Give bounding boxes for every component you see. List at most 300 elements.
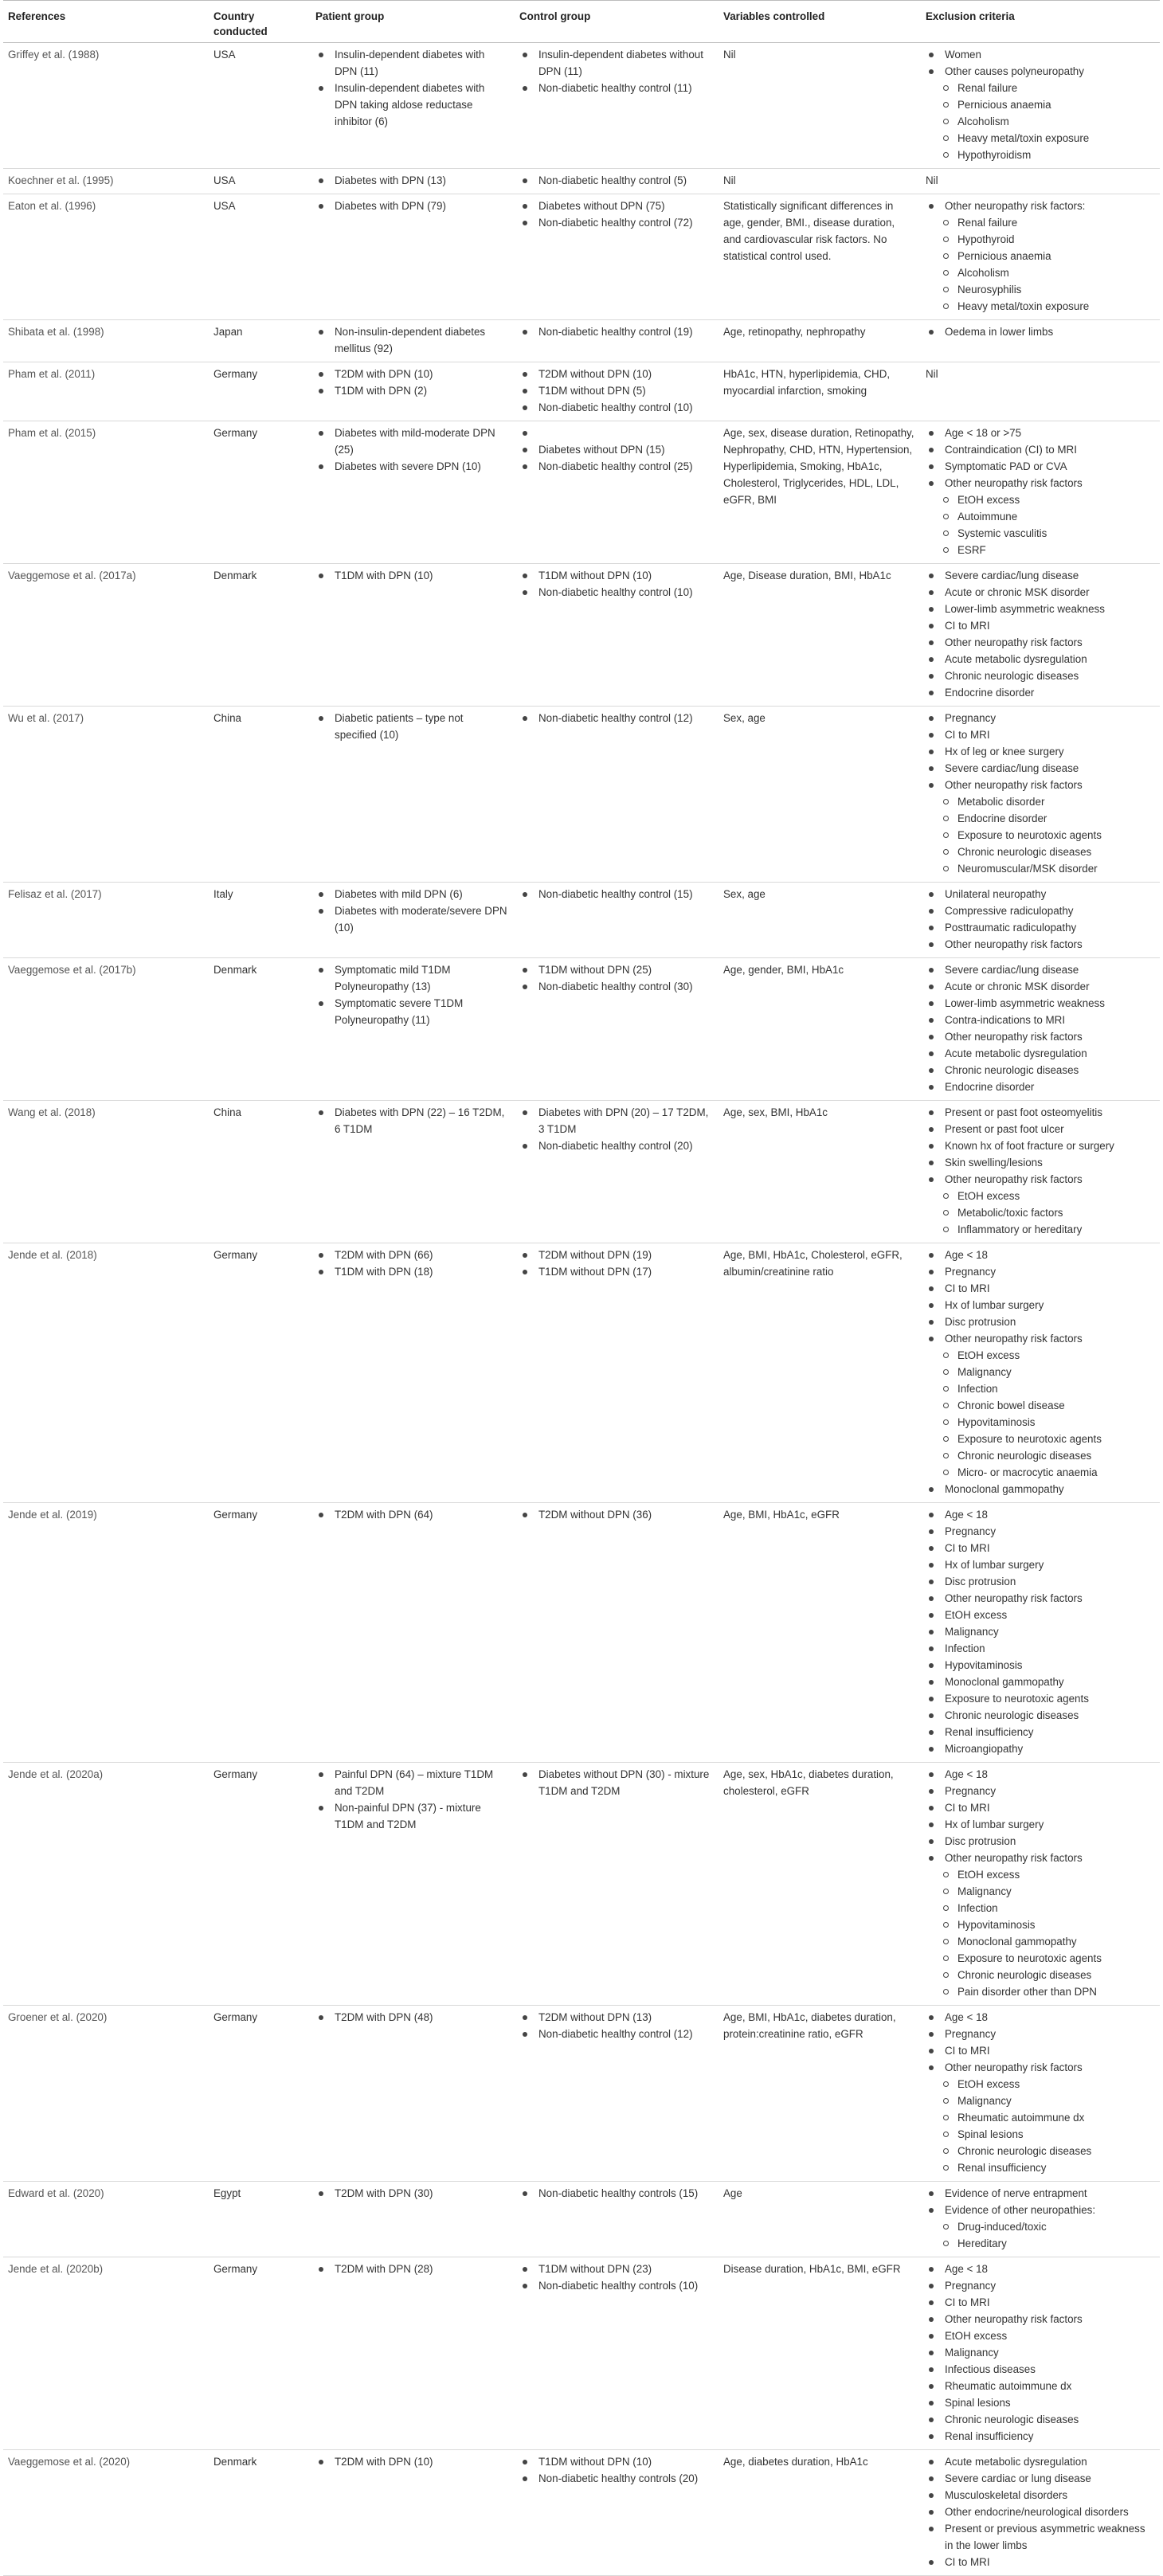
list-item: Severe cardiac/lung disease bbox=[926, 567, 1153, 584]
list-item: Acute or chronic MSK disorder bbox=[926, 584, 1153, 601]
exclusion-cell bbox=[921, 1101, 1160, 1243]
reference-cell: Vaeggemose et al. (2020) bbox=[3, 2450, 209, 2576]
bullet-list bbox=[315, 323, 508, 357]
list-item: EtOH excess bbox=[926, 491, 1153, 508]
reference-cell: Wang et al. (2018) bbox=[3, 1101, 209, 1243]
exclusion-cell: Nil bbox=[921, 169, 1160, 194]
list-item: Malignancy bbox=[926, 2344, 1153, 2361]
variables-cell: Age, BMI, HbA1c, diabetes duration, protein:creatinine ratio, eGFR bbox=[719, 2006, 921, 2182]
list-item: Diabetes without DPN (15) bbox=[519, 441, 712, 458]
reference-cell: Wu et al. (2017) bbox=[3, 707, 209, 883]
list-item: Diabetes without DPN (75) bbox=[519, 198, 712, 214]
list-item: Non-diabetic healthy control (30) bbox=[519, 978, 712, 995]
exclusion-cell bbox=[921, 2182, 1160, 2257]
list-item: Chronic neurologic diseases bbox=[926, 1447, 1153, 1464]
patient-group-cell bbox=[311, 362, 515, 421]
bullet-list bbox=[315, 172, 508, 189]
bullet-list bbox=[926, 2261, 1153, 2445]
list-item: Heavy metal/toxin exposure bbox=[926, 130, 1153, 147]
list-item: Microangiopathy bbox=[926, 1740, 1153, 1757]
list-item: Hypovitaminosis bbox=[926, 1414, 1153, 1431]
list-item: Insulin-dependent diabetes without DPN (11) bbox=[519, 46, 712, 80]
list-item: Present or previous asymmetric weakness in the lower limbs bbox=[926, 2520, 1153, 2554]
list-item: T2DM without DPN (19) bbox=[519, 1247, 712, 1263]
table-row bbox=[3, 2182, 1160, 2257]
exclusion-cell bbox=[921, 1763, 1160, 2006]
control-group-cell bbox=[515, 194, 719, 320]
exclusion-cell bbox=[921, 1243, 1160, 1503]
list-item: Symptomatic severe T1DM Polyneuropathy (11) bbox=[315, 995, 508, 1028]
list-item: Hx of leg or knee surgery bbox=[926, 743, 1153, 760]
patient-group-cell bbox=[311, 958, 515, 1101]
control-group-cell bbox=[515, 1763, 719, 2006]
reference-cell: Griffey et al. (1988) bbox=[3, 43, 209, 169]
control-group-cell bbox=[515, 43, 719, 169]
exclusion-cell bbox=[921, 2450, 1160, 2576]
list-item: CI to MRI bbox=[926, 617, 1153, 634]
list-item: Exposure to neurotoxic agents bbox=[926, 827, 1153, 844]
table-row bbox=[3, 1763, 1160, 2006]
list-item: Evidence of other neuropathies: bbox=[926, 2202, 1153, 2218]
list-item: Renal failure bbox=[926, 214, 1153, 231]
list-item: EtOH excess bbox=[926, 1607, 1153, 1623]
list-item: Non-diabetic healthy controls (10) bbox=[519, 2277, 712, 2294]
list-item: Renal insufficiency bbox=[926, 2428, 1153, 2445]
control-group-cell bbox=[515, 1101, 719, 1243]
sub-bullet-list bbox=[926, 793, 1153, 877]
list-item: Diabetes without DPN (30) - mixture T1DM and T2DM bbox=[519, 1766, 712, 1799]
patient-group-cell bbox=[311, 2257, 515, 2450]
variables-cell: Nil bbox=[719, 169, 921, 194]
list-item: T2DM with DPN (10) bbox=[315, 366, 508, 382]
bullet-list bbox=[519, 1104, 712, 1154]
list-item: Autoimmune bbox=[926, 508, 1153, 525]
list-item: Neuromuscular/MSK disorder bbox=[926, 860, 1153, 877]
list-item: Malignancy bbox=[926, 2093, 1153, 2109]
table-row bbox=[3, 1503, 1160, 1763]
bullet-list bbox=[315, 2185, 508, 2202]
bullet-list bbox=[519, 1506, 712, 1523]
bullet-list bbox=[926, 2185, 1153, 2252]
list-item: Spinal lesions bbox=[926, 2394, 1153, 2411]
list-item: Diabetes with DPN (20) – 17 T2DM, 3 T1DM bbox=[519, 1104, 712, 1137]
list-item: Diabetes with moderate/severe DPN (10) bbox=[315, 902, 508, 936]
list-item: Disc protrusion bbox=[926, 1573, 1153, 1590]
list-item: Age < 18 bbox=[926, 1247, 1153, 1263]
list-item: T1DM without DPN (25) bbox=[519, 961, 712, 978]
list-item: Age < 18 or >75 bbox=[926, 425, 1153, 441]
bullet-list bbox=[926, 198, 1153, 315]
country-cell: Germany bbox=[209, 2257, 311, 2450]
country-cell: Germany bbox=[209, 1763, 311, 2006]
list-item: Diabetes with DPN (13) bbox=[315, 172, 508, 189]
list-item: Diabetes with mild DPN (6) bbox=[315, 886, 508, 902]
list-item: EtOH excess bbox=[926, 2076, 1153, 2093]
bullet-list bbox=[315, 1104, 508, 1137]
patient-group-cell bbox=[311, 2450, 515, 2576]
list-item: Insulin-dependent diabetes with DPN (11) bbox=[315, 46, 508, 80]
list-item: Pernicious anaemia bbox=[926, 248, 1153, 264]
list-item: T1DM without DPN (17) bbox=[519, 1263, 712, 1280]
list-item: Unilateral neuropathy bbox=[926, 886, 1153, 902]
list-item: Women bbox=[926, 46, 1153, 63]
country-cell: Japan bbox=[209, 320, 311, 362]
control-group-cell bbox=[515, 958, 719, 1101]
list-item: Non-diabetic healthy control (72) bbox=[519, 214, 712, 231]
list-item: EtOH excess bbox=[926, 1347, 1153, 1364]
list-item: Acute metabolic dysregulation bbox=[926, 651, 1153, 667]
list-item: Malignancy bbox=[926, 1364, 1153, 1380]
list-item: CI to MRI bbox=[926, 726, 1153, 743]
exclusion-cell bbox=[921, 2257, 1160, 2450]
bullet-list bbox=[315, 2009, 508, 2026]
country-cell: Italy bbox=[209, 883, 311, 958]
reference-cell: Koechner et al. (1995) bbox=[3, 169, 209, 194]
country-cell: USA bbox=[209, 194, 311, 320]
bullet-list bbox=[926, 961, 1153, 1095]
list-item: Posttraumatic radiculopathy bbox=[926, 919, 1153, 936]
list-item: T2DM with DPN (10) bbox=[315, 2453, 508, 2470]
list-item: Other neuropathy risk factors bbox=[926, 2311, 1153, 2327]
patient-group-cell bbox=[311, 194, 515, 320]
reference-cell: Jende et al. (2020a) bbox=[3, 1763, 209, 2006]
sub-bullet-list bbox=[926, 1188, 1153, 1238]
header-references: References bbox=[3, 1, 209, 43]
sub-bullet-list bbox=[926, 2218, 1153, 2252]
reference-cell: Vaeggemose et al. (2017a) bbox=[3, 564, 209, 707]
variables-cell: Sex, age bbox=[719, 707, 921, 883]
bullet-list bbox=[315, 366, 508, 399]
list-item: ESRF bbox=[926, 542, 1153, 558]
header-variables: Variables controlled bbox=[719, 1, 921, 43]
variables-cell: Age, retinopathy, nephropathy bbox=[719, 320, 921, 362]
control-group-cell bbox=[515, 320, 719, 362]
list-item: Renal failure bbox=[926, 80, 1153, 96]
bullet-list bbox=[519, 1766, 712, 1799]
list-item: Diabetes with severe DPN (10) bbox=[315, 458, 508, 475]
list-item: Non-diabetic healthy control (20) bbox=[519, 1137, 712, 1154]
list-item: Infection bbox=[926, 1640, 1153, 1657]
list-item: Chronic neurologic diseases bbox=[926, 1707, 1153, 1724]
reference-cell: Vaeggemose et al. (2017b) bbox=[3, 958, 209, 1101]
list-item: Other neuropathy risk factors bbox=[926, 1028, 1153, 1045]
list-item: Musculoskeletal disorders bbox=[926, 2487, 1153, 2504]
list-item: T2DM with DPN (28) bbox=[315, 2261, 508, 2277]
variables-cell: HbA1c, HTN, hyperlipidemia, CHD, myocardial infarction, smoking bbox=[719, 362, 921, 421]
list-item: Chronic bowel disease bbox=[926, 1397, 1153, 1414]
patient-group-cell bbox=[311, 1243, 515, 1503]
list-item: Renal insufficiency bbox=[926, 1724, 1153, 1740]
header-country: Country conducted bbox=[209, 1, 311, 43]
list-item: Infectious diseases bbox=[926, 2361, 1153, 2378]
patient-group-cell bbox=[311, 421, 515, 564]
reference-cell: Pham et al. (2015) bbox=[3, 421, 209, 564]
patient-group-cell bbox=[311, 883, 515, 958]
bullet-list bbox=[519, 323, 712, 340]
patient-group-cell bbox=[311, 1503, 515, 1763]
variables-cell: Age, sex, disease duration, Retinopathy, Nephropathy, CHD, HTN, Hypertension, Hyperlipidemia, Smoking, HbA1c, Cholesterol, Triglycerides, HDL, LDL, eGFR, BMI bbox=[719, 421, 921, 564]
bullet-list bbox=[519, 961, 712, 995]
list-item: Compressive radiculopathy bbox=[926, 902, 1153, 919]
reference-cell: Jende et al. (2020b) bbox=[3, 2257, 209, 2450]
list-item: Non-diabetic healthy control (25) bbox=[519, 458, 712, 475]
list-item: Hypovitaminosis bbox=[926, 1657, 1153, 1674]
bullet-list bbox=[519, 46, 712, 96]
list-item: Chronic neurologic diseases bbox=[926, 2411, 1153, 2428]
bullet-list bbox=[315, 425, 508, 475]
list-item: Spinal lesions bbox=[926, 2126, 1153, 2143]
list-item: Non-diabetic healthy control (11) bbox=[519, 80, 712, 96]
list-item: Exposure to neurotoxic agents bbox=[926, 1431, 1153, 1447]
variables-cell: Age, BMI, HbA1c, eGFR bbox=[719, 1503, 921, 1763]
patient-group-cell bbox=[311, 169, 515, 194]
list-item: Acute or chronic MSK disorder bbox=[926, 978, 1153, 995]
list-item: Non-diabetic healthy control (15) bbox=[519, 886, 712, 902]
sub-bullet-list bbox=[926, 1866, 1153, 2000]
list-item: Hx of lumbar surgery bbox=[926, 1816, 1153, 1833]
list-item: Other neuropathy risk factors bbox=[926, 936, 1153, 953]
patient-group-cell bbox=[311, 564, 515, 707]
bullet-list bbox=[519, 2185, 712, 2202]
exclusion-cell bbox=[921, 564, 1160, 707]
list-item: Symptomatic PAD or CVA bbox=[926, 458, 1153, 475]
list-item: Skin swelling/lesions bbox=[926, 1154, 1153, 1171]
list-item: T2DM with DPN (64) bbox=[315, 1506, 508, 1523]
exclusion-cell bbox=[921, 883, 1160, 958]
list-item: Endocrine disorder bbox=[926, 684, 1153, 701]
exclusion-cell bbox=[921, 421, 1160, 564]
list-item: Evidence of nerve entrapment bbox=[926, 2185, 1153, 2202]
list-item: Endocrine disorder bbox=[926, 810, 1153, 827]
list-item: Age < 18 bbox=[926, 2261, 1153, 2277]
list-item: Neurosyphilis bbox=[926, 281, 1153, 298]
list-item: CI to MRI bbox=[926, 2294, 1153, 2311]
list-item: T1DM without DPN (5) bbox=[519, 382, 712, 399]
list-item: Renal insufficiency bbox=[926, 2159, 1153, 2176]
list-item: Present or past foot ulcer bbox=[926, 1121, 1153, 1137]
list-item: T1DM with DPN (10) bbox=[315, 567, 508, 584]
country-cell: Germany bbox=[209, 1243, 311, 1503]
list-item: Diabetes with DPN (79) bbox=[315, 198, 508, 214]
control-group-cell bbox=[515, 883, 719, 958]
list-item: Chronic neurologic diseases bbox=[926, 667, 1153, 684]
list-item: Diabetes with DPN (22) – 16 T2DM, 6 T1DM bbox=[315, 1104, 508, 1137]
bullet-list bbox=[315, 2453, 508, 2470]
bullet-list bbox=[315, 567, 508, 584]
control-group-cell bbox=[515, 2257, 719, 2450]
list-item: Hypothyroid bbox=[926, 231, 1153, 248]
list-item: Pernicious anaemia bbox=[926, 96, 1153, 113]
list-item: T2DM with DPN (30) bbox=[315, 2185, 508, 2202]
list-item: Lower-limb asymmetric weakness bbox=[926, 601, 1153, 617]
bullet-list bbox=[315, 46, 508, 130]
list-item: Malignancy bbox=[926, 1623, 1153, 1640]
list-item: Exposure to neurotoxic agents bbox=[926, 1950, 1153, 1967]
list-item: Other neuropathy risk factors: bbox=[926, 198, 1153, 214]
exclusion-cell bbox=[921, 1503, 1160, 1763]
list-item: Other endocrine/neurological disorders bbox=[926, 2504, 1153, 2520]
list-item: Hx of lumbar surgery bbox=[926, 1297, 1153, 1313]
country-cell: Germany bbox=[209, 2006, 311, 2182]
control-group-cell bbox=[515, 362, 719, 421]
list-item: Monoclonal gammopathy bbox=[926, 1481, 1153, 1497]
list-item: Acute metabolic dysregulation bbox=[926, 2453, 1153, 2470]
bullet-list bbox=[519, 710, 712, 726]
list-item: T2DM without DPN (10) bbox=[519, 366, 712, 382]
list-item: Rheumatic autoimmune dx bbox=[926, 2109, 1153, 2126]
country-cell: China bbox=[209, 707, 311, 883]
list-item: Other neuropathy risk factors bbox=[926, 1330, 1153, 1347]
bullet-list bbox=[926, 323, 1153, 340]
bullet-list bbox=[519, 366, 712, 416]
variables-cell: Age, BMI, HbA1c, Cholesterol, eGFR, albumin/creatinine ratio bbox=[719, 1243, 921, 1503]
sub-bullet-list bbox=[926, 491, 1153, 558]
country-cell: Germany bbox=[209, 1503, 311, 1763]
country-cell: China bbox=[209, 1101, 311, 1243]
list-item: Non-diabetic healthy controls (20) bbox=[519, 2470, 712, 2487]
list-item: Rheumatic autoimmune dx bbox=[926, 2378, 1153, 2394]
list-item: T1DM without DPN (23) bbox=[519, 2261, 712, 2277]
list-item: Pregnancy bbox=[926, 1783, 1153, 1799]
country-cell: Denmark bbox=[209, 958, 311, 1101]
list-item: Other neuropathy risk factors bbox=[926, 777, 1153, 793]
list-item: Metabolic/toxic factors bbox=[926, 1204, 1153, 1221]
variables-cell: Nil bbox=[719, 43, 921, 169]
reference-cell: Felisaz et al. (2017) bbox=[3, 883, 209, 958]
list-item: Heavy metal/toxin exposure bbox=[926, 298, 1153, 315]
table-row bbox=[3, 1101, 1160, 1243]
table-row bbox=[3, 320, 1160, 362]
list-item: Chronic neurologic diseases bbox=[926, 1062, 1153, 1079]
list-item: Other causes polyneuropathy bbox=[926, 63, 1153, 80]
bullet-list bbox=[519, 198, 712, 231]
list-item: Non-diabetic healthy control (12) bbox=[519, 710, 712, 726]
bullet-list bbox=[519, 425, 712, 475]
list-item: Exposure to neurotoxic agents bbox=[926, 1690, 1153, 1707]
list-item: Monoclonal gammopathy bbox=[926, 1674, 1153, 1690]
list-item: Insulin-dependent diabetes with DPN taking aldose reductase inhibitor (6) bbox=[315, 80, 508, 130]
sub-bullet-list bbox=[926, 214, 1153, 315]
studies-table bbox=[3, 0, 1160, 2576]
list-item: Alcoholism bbox=[926, 264, 1153, 281]
bullet-list bbox=[519, 2453, 712, 2487]
patient-group-cell bbox=[311, 707, 515, 883]
reference-cell: Jende et al. (2019) bbox=[3, 1503, 209, 1763]
exclusion-cell bbox=[921, 958, 1160, 1101]
table-row bbox=[3, 958, 1160, 1101]
list-item: Severe cardiac/lung disease bbox=[926, 961, 1153, 978]
table-row bbox=[3, 1243, 1160, 1503]
list-item: Non-diabetic healthy controls (15) bbox=[519, 2185, 712, 2202]
list-item: T1DM with DPN (2) bbox=[315, 382, 508, 399]
list-item: Known hx of foot fracture or surgery bbox=[926, 1137, 1153, 1154]
bullet-list bbox=[315, 2261, 508, 2277]
list-item: Age < 18 bbox=[926, 1506, 1153, 1523]
list-item: T2DM with DPN (48) bbox=[315, 2009, 508, 2026]
bullet-list bbox=[315, 1766, 508, 1833]
variables-cell: Sex, age bbox=[719, 883, 921, 958]
list-item: Infection bbox=[926, 1380, 1153, 1397]
list-item: T2DM without DPN (36) bbox=[519, 1506, 712, 1523]
country-cell: Germany bbox=[209, 362, 311, 421]
bullet-list bbox=[315, 1506, 508, 1523]
header-control-group: Control group bbox=[515, 1, 719, 43]
bullet-list bbox=[926, 1104, 1153, 1238]
list-item: Hypothyroidism bbox=[926, 147, 1153, 163]
country-cell: Germany bbox=[209, 421, 311, 564]
list-item: EtOH excess bbox=[926, 2327, 1153, 2344]
list-item: Non-diabetic healthy control (12) bbox=[519, 2026, 712, 2042]
control-group-cell bbox=[515, 421, 719, 564]
header-exclusion: Exclusion criteria bbox=[921, 1, 1160, 43]
list-item: EtOH excess bbox=[926, 1188, 1153, 1204]
list-item: Severe cardiac or lung disease bbox=[926, 2470, 1153, 2487]
patient-group-cell bbox=[311, 320, 515, 362]
list-item: Pain disorder other than DPN bbox=[926, 1983, 1153, 2000]
list-item: CI to MRI bbox=[926, 2042, 1153, 2059]
list-item: Oedema in lower limbs bbox=[926, 323, 1153, 340]
list-item: Non-painful DPN (37) - mixture T1DM and T2DM bbox=[315, 1799, 508, 1833]
variables-cell: Disease duration, HbA1c, BMI, eGFR bbox=[719, 2257, 921, 2450]
patient-group-cell bbox=[311, 2182, 515, 2257]
list-item: Other neuropathy risk factors bbox=[926, 1590, 1153, 1607]
sub-bullet-list bbox=[926, 2076, 1153, 2176]
list-item: T1DM with DPN (18) bbox=[315, 1263, 508, 1280]
list-item: Inflammatory or hereditary bbox=[926, 1221, 1153, 1238]
list-item: T2DM without DPN (13) bbox=[519, 2009, 712, 2026]
sub-bullet-list bbox=[926, 80, 1153, 163]
list-item: Non-diabetic healthy control (10) bbox=[519, 584, 712, 601]
list-item: Non-diabetic healthy control (5) bbox=[519, 172, 712, 189]
list-item: EtOH excess bbox=[926, 1866, 1153, 1883]
variables-cell: Age, sex, BMI, HbA1c bbox=[719, 1101, 921, 1243]
bullet-list bbox=[519, 2261, 712, 2294]
list-item: Severe cardiac/lung disease bbox=[926, 760, 1153, 777]
list-item: Contraindication (CI) to MRI bbox=[926, 441, 1153, 458]
exclusion-cell bbox=[921, 194, 1160, 320]
control-group-cell bbox=[515, 2182, 719, 2257]
list-item: Drug-induced/toxic bbox=[926, 2218, 1153, 2235]
country-cell: USA bbox=[209, 169, 311, 194]
list-item: Hypovitaminosis bbox=[926, 1916, 1153, 1933]
bullet-list bbox=[926, 1247, 1153, 1497]
list-item: Endocrine disorder bbox=[926, 1079, 1153, 1095]
list-item: CI to MRI bbox=[926, 1280, 1153, 1297]
list-item: Hereditary bbox=[926, 2235, 1153, 2252]
control-group-cell bbox=[515, 1243, 719, 1503]
list-item: Chronic neurologic diseases bbox=[926, 2143, 1153, 2159]
reference-cell: Eaton et al. (1996) bbox=[3, 194, 209, 320]
variables-cell: Age, gender, BMI, HbA1c bbox=[719, 958, 921, 1101]
table-row bbox=[3, 564, 1160, 707]
bullet-list bbox=[519, 172, 712, 189]
bullet-list bbox=[315, 1247, 508, 1280]
list-item: Diabetes with mild-moderate DPN (25) bbox=[315, 425, 508, 458]
exclusion-cell bbox=[921, 2006, 1160, 2182]
table-row bbox=[3, 194, 1160, 320]
variables-cell: Age, Disease duration, BMI, HbA1c bbox=[719, 564, 921, 707]
bullet-list bbox=[315, 886, 508, 936]
table-row bbox=[3, 883, 1160, 958]
list-item: Other neuropathy risk factors bbox=[926, 2059, 1153, 2076]
bullet-list bbox=[315, 198, 508, 214]
list-item: Symptomatic mild T1DM Polyneuropathy (13) bbox=[315, 961, 508, 995]
exclusion-cell bbox=[921, 320, 1160, 362]
bullet-list bbox=[926, 886, 1153, 953]
variables-cell: Age, diabetes duration, HbA1c bbox=[719, 2450, 921, 2576]
control-group-cell bbox=[515, 2450, 719, 2576]
list-item: Other neuropathy risk factors bbox=[926, 1171, 1153, 1188]
